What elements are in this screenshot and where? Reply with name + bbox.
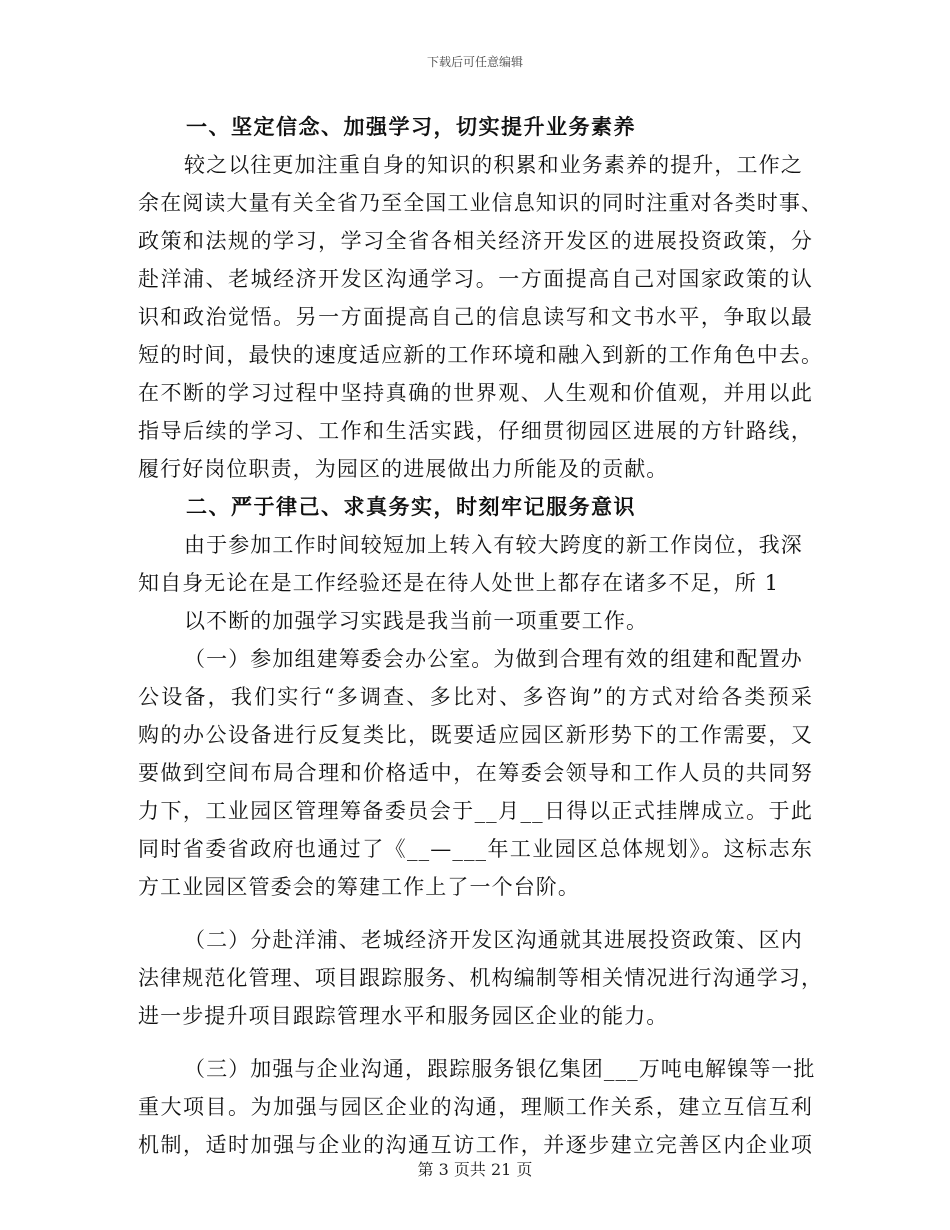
paragraph-line: 要做到空间布局合理和价格适中，在筹委会领导和工作人员的共同努	[138, 761, 813, 785]
section-heading-1: 一、坚定信念、加强学习，切实提升业务素养	[186, 114, 636, 139]
paragraph-line: 重大项目。为加强与园区企业的沟通，理顺工作关系，建立互信互利	[138, 1095, 813, 1119]
paragraph-line: （二）分赴洋浦、老城经济开发区沟通就其进展投资政策、区内	[184, 928, 803, 952]
paragraph-line: 同时省委省政府也通过了《__—___年工业园区总体规划》。这标志东	[138, 837, 813, 861]
paragraph-line: 购的办公设备进行反复类比，既要适应园区新形势下的工作需要，又	[138, 723, 813, 747]
paragraph-line: （一）参加组建筹委会办公室。为做到合理有效的组建和配置办	[184, 647, 803, 671]
paragraph-line: 政策和法规的学习，学习全省各相关经济开发区的进展投资政策，分	[138, 229, 813, 253]
paragraph-line: 公设备，我们实行“多调查、多比对、多咨询”的方式对给各类预采	[138, 685, 813, 709]
paragraph-line: 赴洋浦、老城经济开发区沟通学习。一方面提高自己对国家政策的认	[138, 267, 813, 291]
paragraph-line: 力下，工业园区管理筹备委员会于__月__日得以正式挂牌成立。于此	[138, 799, 813, 823]
paragraph-line: 由于参加工作时间较短加上转入有较大跨度的新工作岗位，我深	[184, 533, 803, 557]
paragraph-line: 短的时间，最快的速度适应新的工作环境和融入到新的工作角色中去。	[138, 343, 824, 367]
paragraph-line: 知自身无论在是工作经验还是在待人处世上都存在诸多不足，所 1	[138, 571, 780, 595]
paragraph-line: 法律规范化管理、项目跟踪服务、机构编制等相关情况进行沟通学习，	[138, 966, 824, 990]
paragraph-line: 识和政治觉悟。另一方面提高自己的信息读写和文书水平，争取以最	[138, 305, 813, 329]
section-heading-2: 二、严于律己、求真务实，时刻牢记服务意识	[186, 494, 636, 519]
paragraph-line: 以不断的加强学习实践是我当前一项重要工作。	[184, 609, 649, 633]
paragraph-line: 指导后续的学习、工作和生活实践，仔细贯彻园区进展的方针路线，	[138, 419, 813, 443]
document-body	[138, 108, 824, 1164]
page-footer: 第 3 页共 21 页	[417, 1160, 533, 1179]
paragraph-line: 余在阅读大量有关全省乃至全国工业信息知识的同时注重对各类时事、	[138, 191, 824, 215]
paragraph-line: 在不断的学习过程中坚持真确的世界观、人生观和价值观，并用以此	[138, 381, 813, 405]
paragraph-line: （三）加强与企业沟通，跟踪服务银亿集团___万吨电解镍等一批	[184, 1057, 816, 1081]
paragraph-line: 进一步提升项目跟踪管理水平和服务园区企业的能力。	[138, 1004, 669, 1028]
page-header: 下载后可任意编辑	[426, 55, 523, 69]
paragraph-line: 较之以往更加注重自身的知识的积累和业务素养的提升，工作之	[184, 153, 803, 177]
paragraph-line: 履行好岗位职责，为园区的进展做出力所能及的贡献。	[138, 457, 669, 481]
paragraph-line: 机制，适时加强与企业的沟通互访工作，并逐步建立完善区内企业项	[138, 1133, 813, 1157]
paragraph-line: 方工业园区管委会的筹建工作上了一个台阶。	[138, 875, 580, 899]
